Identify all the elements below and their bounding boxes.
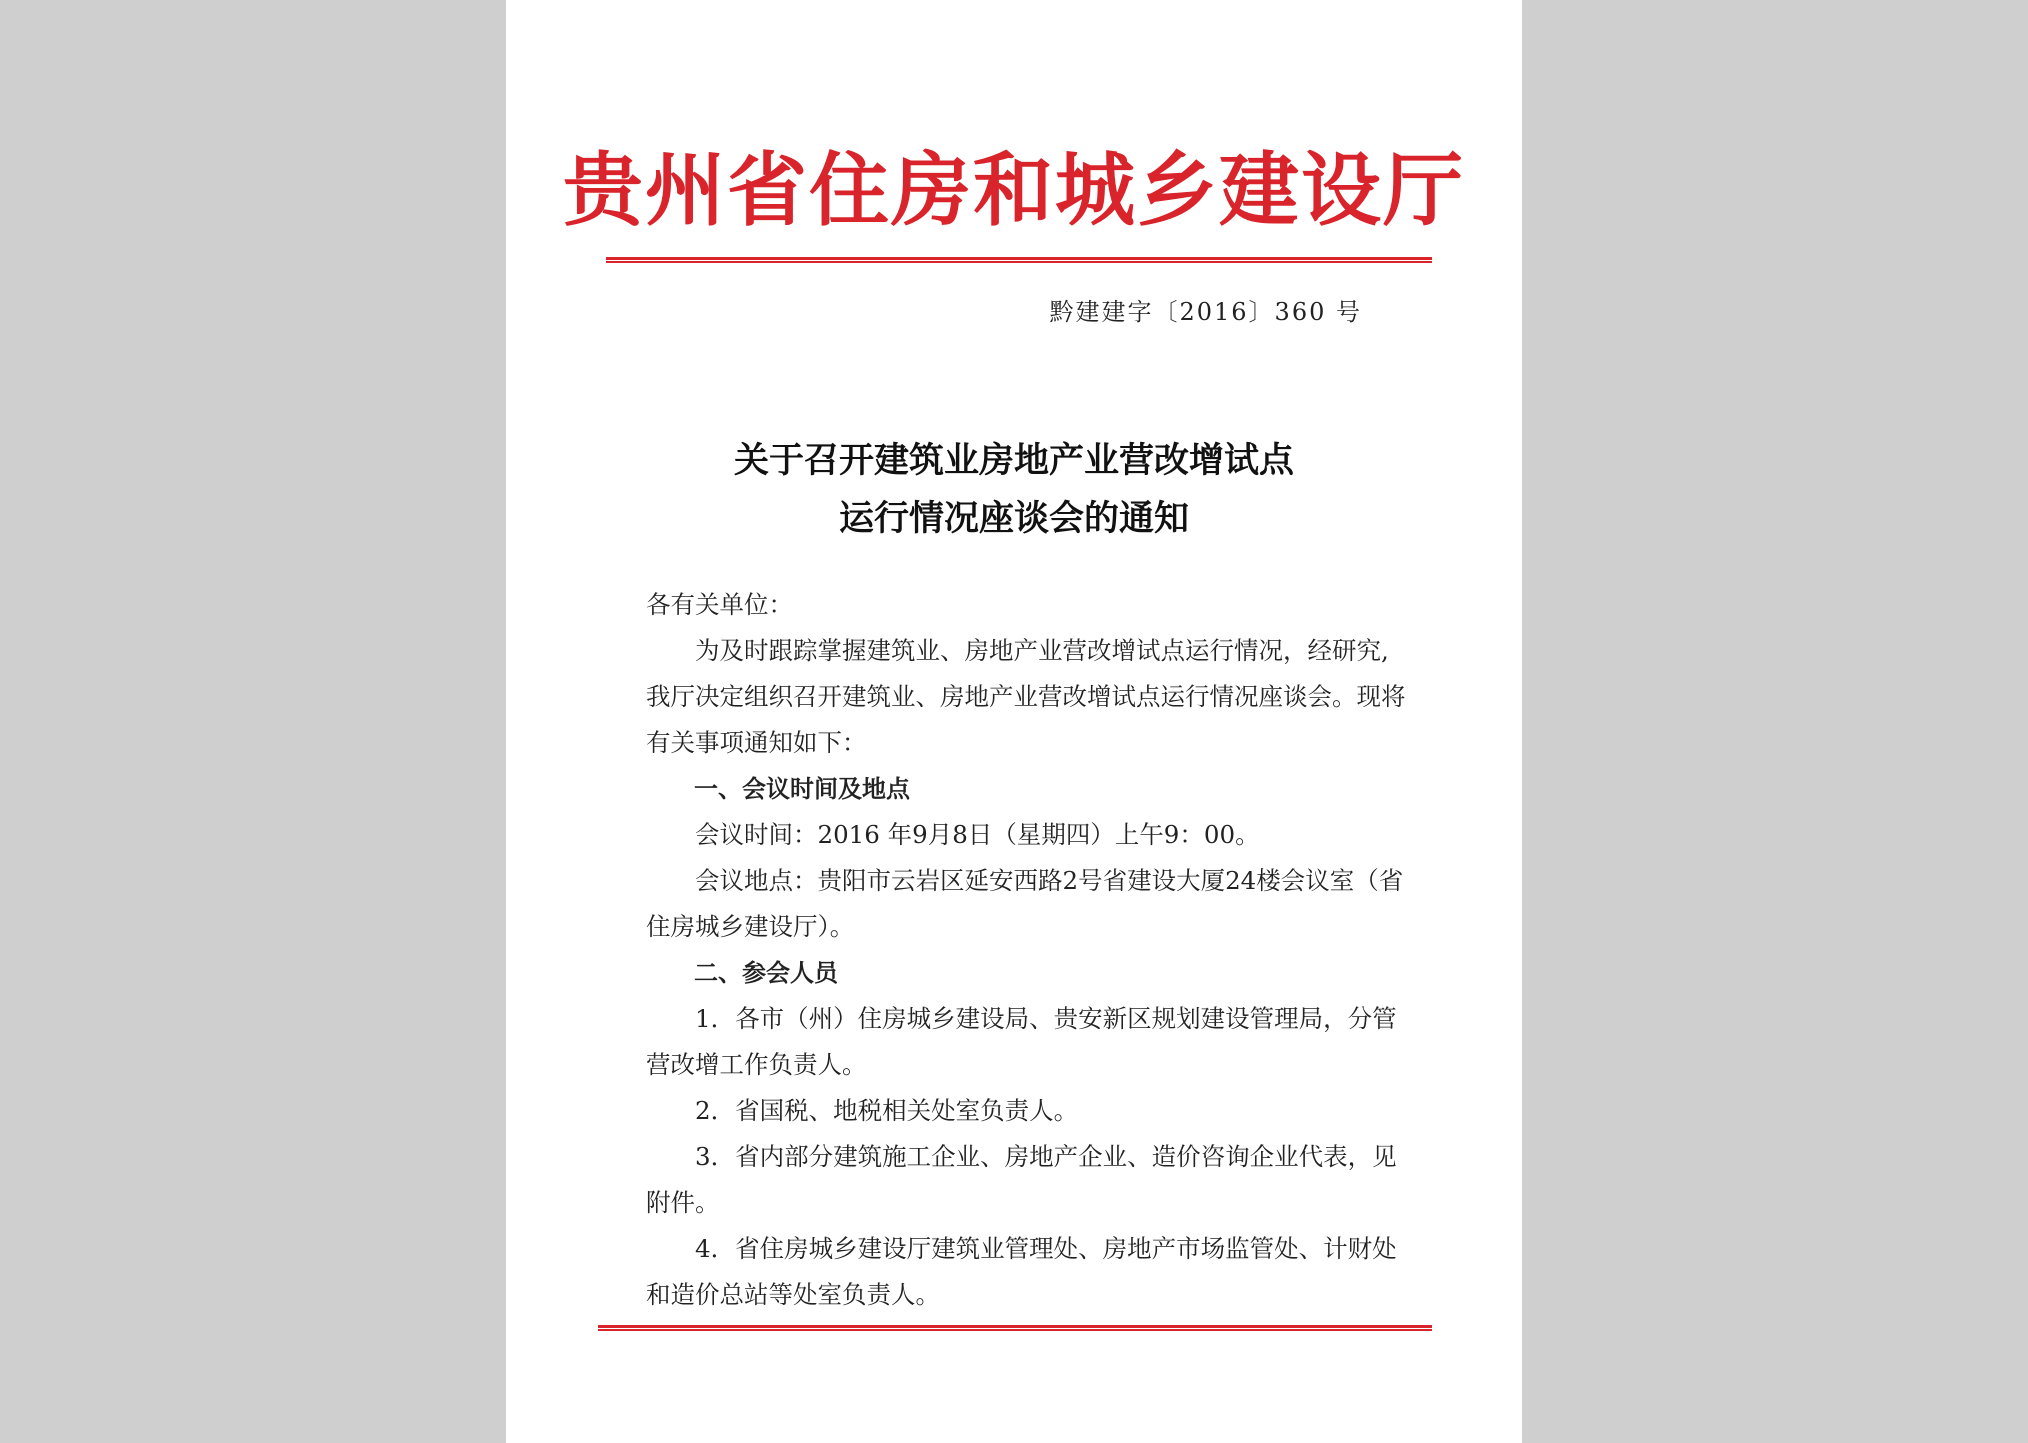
attendee-item: 4．省住房城乡建设厅建筑业管理处、房地产市场监管处、计财处和造价总站等处室负责人。 [646,1234,1397,1309]
document-page [506,0,1522,1443]
attendee-item: 1．各市（州）住房城乡建设局、贵安新区规划建设管理局，分管营改增工作负责人。 [646,1004,1397,1079]
notice-title-line-2: 运行情况座谈会的通知 [838,498,1189,539]
notice-body [646,582,1410,1318]
meeting-place: 会议地点：贵阳市云岩区延安西路2号省建设大厦24楼会议室（省住房城乡建设厅）。 [646,866,1404,941]
meeting-time: 会议时间：2016 年9月8日（星期四）上午9：00。 [695,820,1260,849]
attendee-item: 2．省国税、地税相关处室负责人。 [695,1096,1079,1125]
document-number: 黔建建字〔2016〕360 号 [1049,298,1362,326]
notice-title-line-1: 关于召开建筑业房地产业营改增试点 [733,440,1294,481]
footer-red-rule [598,1325,1432,1331]
section-heading-attendees: 二、参会人员 [694,959,838,987]
notice-title [506,432,1522,548]
section-heading-time-place: 一、会议时间及地点 [694,775,910,803]
letterhead-red-rule [606,257,1432,263]
letterhead-org-name: 贵州省住房和城乡建设厅 [563,143,1465,237]
attendee-item: 3．省内部分建筑施工企业、房地产企业、造价咨询企业代表，见附件。 [646,1142,1397,1217]
salutation: 各有关单位： [646,590,793,619]
intro-paragraph: 为及时跟踪掌握建筑业、房地产业营改增试点运行情况，经研究,我厅决定组织召开建筑业、房地产业营改增试点运行情况座谈会。现将有关事项通知如下： [646,636,1406,757]
